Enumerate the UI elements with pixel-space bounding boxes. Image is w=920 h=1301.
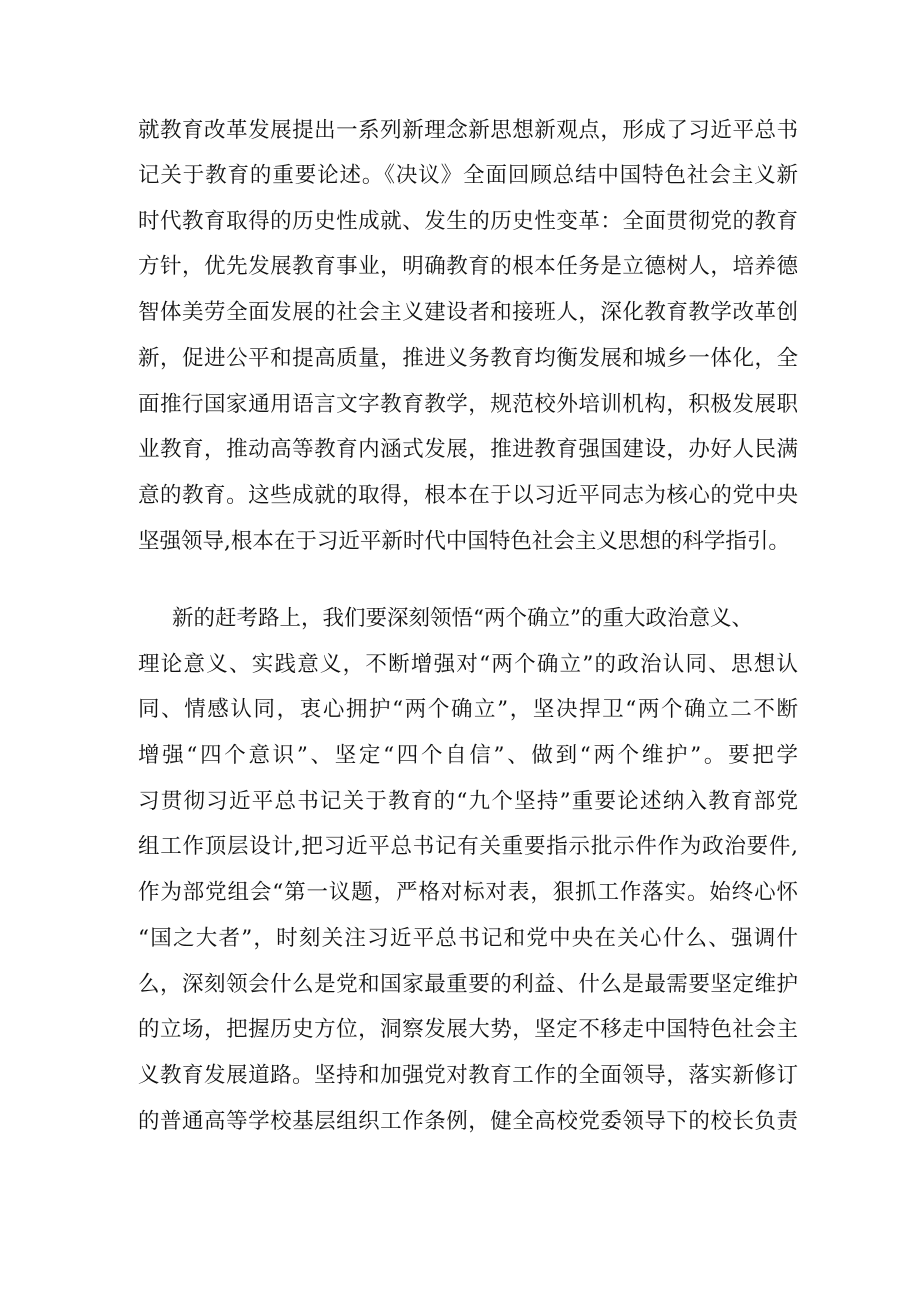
paragraph-2-line-4: 增强“四个意识”、坚定“四个自信”、做到“两个维护”。要把学 (138, 743, 798, 768)
paragraph-2-line-6: 组工作顶层设计,把习近平总书记有关重要指示批示件作为政治要件, (138, 834, 798, 859)
paragraph-2-line-3: 同、情感认同，衷心拥护“两个确立”，坚决捍卫“两个确立二不断 (138, 697, 798, 722)
paragraph-2-line-8: “国之大者”，时刻关注习近平总书记和党中央在关心什么、强调什 (138, 926, 798, 951)
paragraph-1-line-4: 方针，优先发展教育事业，明确教育的根本任务是立德树人，培养德 (138, 254, 798, 279)
paragraph-2-line-10: 的立场，把握历史方位，洞察发展大势，坚定不移走中国特色社会主 (138, 1017, 798, 1042)
paragraph-1-line-3: 时代教育取得的历史性成就、发生的历史性变革：全面贯彻党的教育 (138, 209, 798, 234)
paragraph-2-line-2: 理论意义、实践意义，不断增强对“两个确立”的政治认同、思想认 (138, 652, 798, 677)
paragraph-2-line-9: 么，深刻领会什么是党和国家最重要的利益、什么是最需要坚定维护 (138, 972, 798, 997)
paragraph-1-line-7: 面推行国家通用语言文字教育教学，规范校外培训机构，积极发展职 (138, 392, 798, 417)
paragraph-1-line-6: 新，促进公平和提高质量，推进义务教育均衡发展和城乡一体化，全 (138, 346, 798, 371)
paragraph-1-line-5: 智体美劳全面发展的社会主义建设者和接班人，深化教育教学改革创 (138, 300, 798, 325)
paragraph-1-line-10: 坚强领导,根本在于习近平新时代中国特色社会主义思想的科学指引。 (138, 529, 790, 554)
paragraph-2-line-7: 作为部党组会“第一议题，严格对标对表，狠抓工作落实。始终心怀 (138, 880, 798, 905)
paragraph-2-line-5: 习贯彻习近平总书记关于教育的“九个坚持”重要论述纳入教育部党 (138, 789, 798, 814)
paragraph-1-line-2: 记关于教育的重要论述。《决议》全面回顾总结中国特色社会主义新 (138, 163, 798, 188)
paragraph-2-line-1: 新的赶考路上，我们要深刻领悟“两个确立”的重大政治意义、 (172, 606, 753, 631)
paragraph-2-line-11: 义教育发展道路。坚持和加强党对教育工作的全面领导，落实新修订 (138, 1063, 798, 1088)
paragraph-1-line-8: 业教育，推动高等教育内涵式发展，推进教育强国建设，办好人民满 (138, 437, 798, 462)
paragraph-1-line-1: 就教育改革发展提出一系列新理念新思想新观点，形成了习近平总书 (138, 118, 798, 143)
paragraph-2-line-12: 的普通高等学校基层组织工作条例，健全高校党委领导下的校长负责 (138, 1109, 798, 1134)
paragraph-1-line-9: 意的教育。这些成就的取得，根本在于以习近平同志为核心的党中央 (138, 483, 798, 508)
